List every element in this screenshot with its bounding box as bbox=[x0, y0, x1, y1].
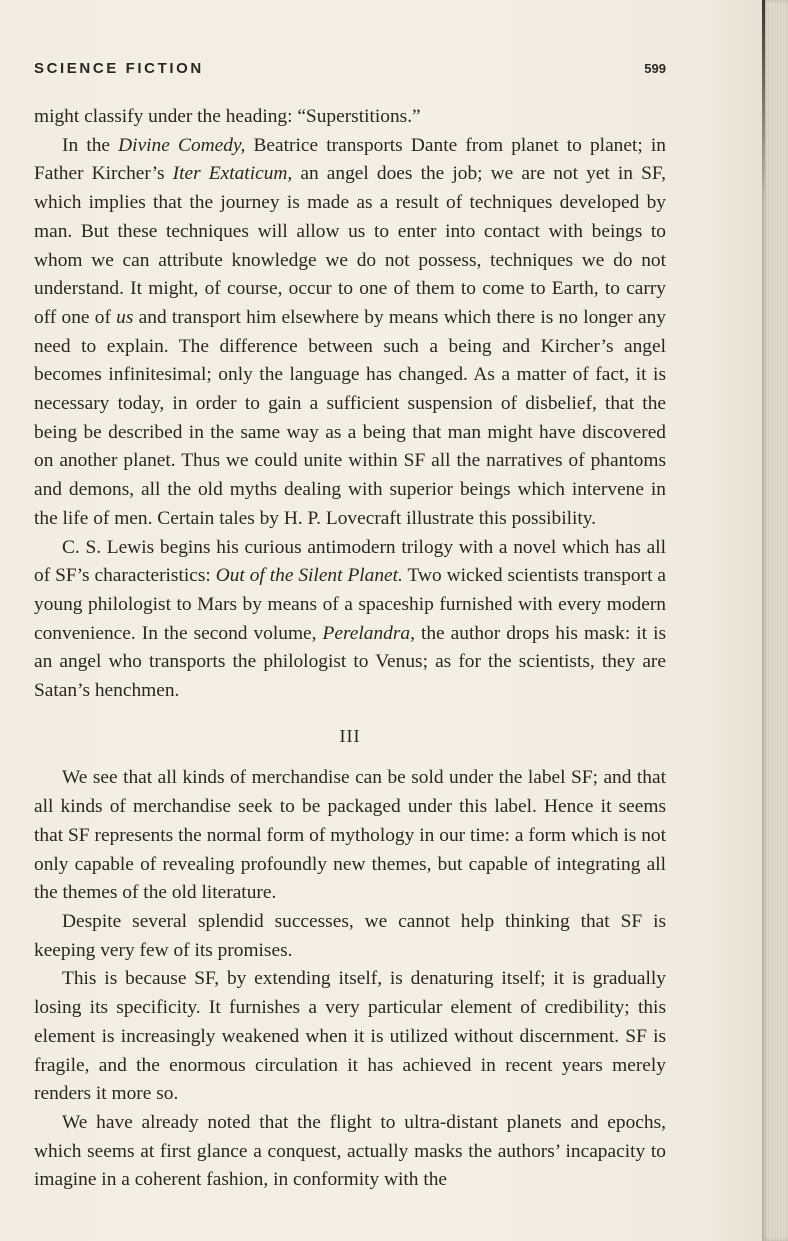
paragraph bbox=[34, 132, 666, 534]
text-run: We see that all kinds of merchandise can be sold under the label SF; and that all kinds of merchandise seek to be packaged under this label. Hence it seems that SF represents the normal form of mythology in our time: a form which is not only capable of revealing profoundly new themes, but capable of integrating all the themes of the old literature. bbox=[34, 767, 666, 904]
text-run: might classify under the heading: “Superstitions.” bbox=[34, 106, 421, 127]
italic-title: Iter Extaticum, bbox=[172, 163, 293, 185]
paragraph bbox=[34, 908, 666, 965]
paragraphs-before-heading bbox=[34, 103, 666, 706]
text-run: and transport him elsewhere by means which there is no longer any need to explain. The difference between such a being and Kircher’s angel becomes infinitesimal; only the language has changed. As a matter of fact, it is necessary today, in order to gain a sufficient suspension of disbelief, that the being be described in the same way as a being that man might have discovered on another planet. Thus we could unite within SF all the narratives of phantoms and demons, all the old myths dealing with superior beings which intervene in the life of men. Certain tales by H. P. Lovecraft illustrate this possibility. bbox=[34, 306, 666, 529]
text-run: We have already noted that the flight to ultra-distant planets and epochs, which seems at first glance a conquest, actually masks the authors’ incapacity to imagine in a coherent fashion, in conformity with the bbox=[34, 1111, 666, 1191]
italic-title: Divine Comedy, bbox=[118, 134, 246, 156]
text-run: In the bbox=[62, 134, 119, 156]
paragraph bbox=[34, 534, 666, 706]
page-number: 599 bbox=[644, 61, 666, 76]
page-edge-shadow bbox=[762, 0, 765, 200]
paragraphs-after-heading bbox=[34, 764, 666, 1195]
italic-title: Out of the Silent Planet. bbox=[215, 565, 403, 587]
text-run: an angel does the job; we are not yet in SF, which implies that the journey is made as a result of techniques developed by man. But these techniques will allow us to enter into contact with beings to whom we can attribute knowledge we do not possess, techniques we do not understand. It might, of course, occur to one of them to come to Earth, to carry off one of bbox=[34, 163, 666, 328]
italic-title: Perelandra, bbox=[322, 622, 415, 644]
paragraph bbox=[34, 965, 666, 1109]
paragraph bbox=[34, 1109, 666, 1195]
text-run: C. S. Lewis begins his curious antimodern trilogy with a novel which has all of SF’s characteristics: bbox=[34, 536, 666, 587]
text-run: Beatrice transports Dante from planet to planet; in Father Kircher’s bbox=[34, 134, 666, 185]
text-run: Despite several splendid successes, we cannot help thinking that SF is keeping very few of its promises. bbox=[34, 910, 666, 961]
paragraph bbox=[34, 103, 666, 132]
running-head-title: SCIENCE FICTION bbox=[34, 60, 204, 77]
text-run: This is because SF, by extending itself, is denaturing itself; it is gradually losing its specificity. It furnishes a very particular element of credibility; this element is increasingly weakened when it is utilized without discernment. SF is fragile, and the enormous circulation it has achieved in recent years merely renders it more so. bbox=[34, 968, 666, 1105]
paragraph bbox=[34, 764, 666, 908]
text-run: Two wicked scientists transport a young philologist to Mars by means of a spaceship furnished with every modern convenience. In the second volume, bbox=[34, 565, 666, 644]
text-run: the author drops his mask: it is an angel who transports the philologist to Venus; as for the scientists, they are Satan’s henchmen. bbox=[34, 622, 666, 702]
running-head bbox=[34, 60, 666, 80]
body-text bbox=[34, 103, 666, 1195]
page-edge bbox=[762, 0, 788, 1241]
section-heading: III bbox=[339, 725, 361, 746]
italic-title: us bbox=[116, 306, 134, 328]
